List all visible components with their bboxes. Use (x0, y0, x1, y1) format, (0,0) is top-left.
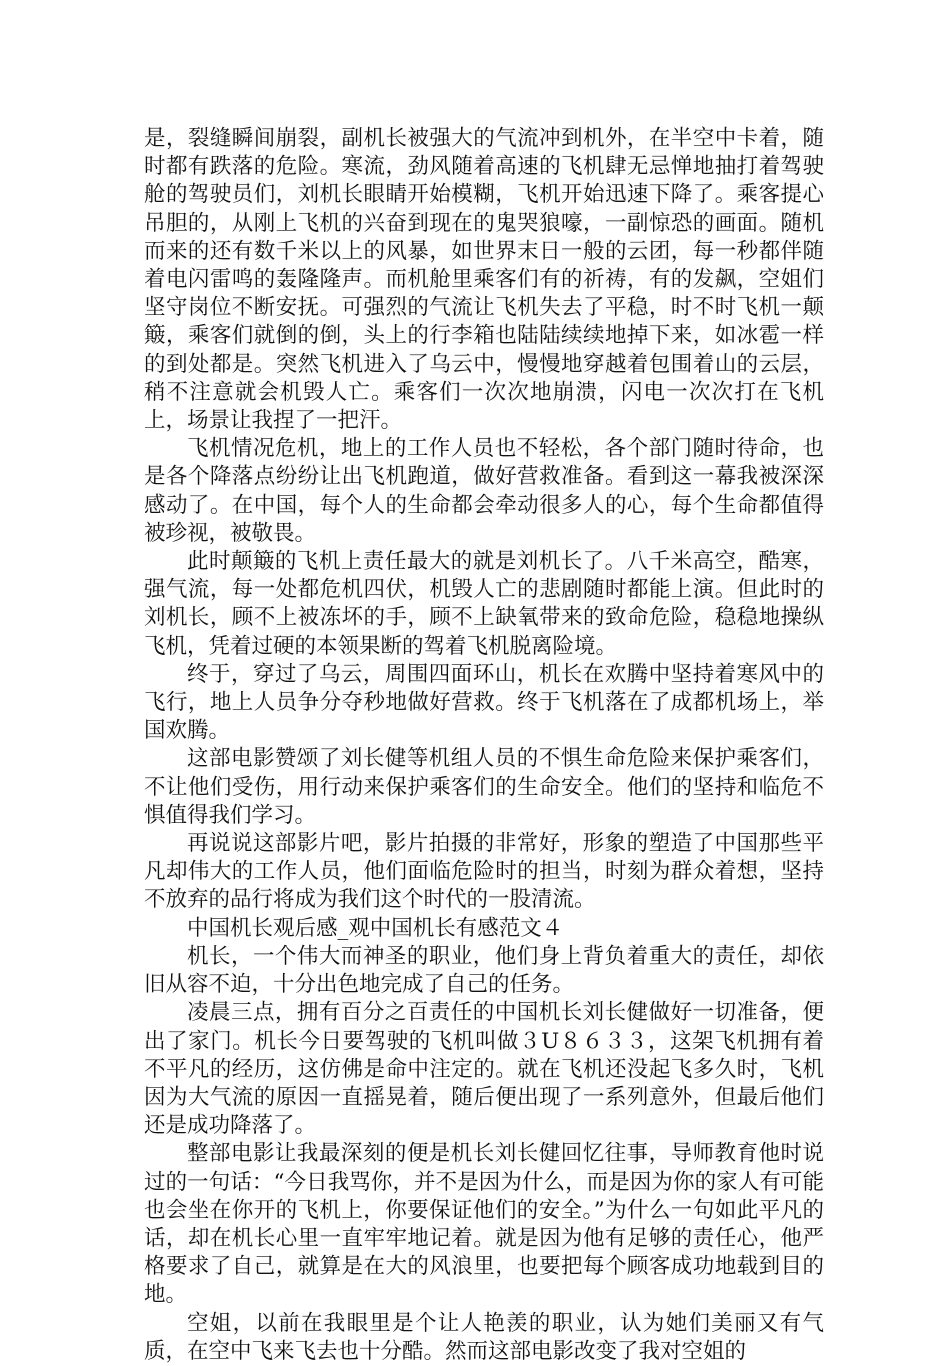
paragraph-early-morning: 凌晨三点，拥有百分之百责任的中国机长刘长健做好一切准备，便出了家门。机长今日要驾驶的飞机叫做３U８６３３，这架飞机拥有着不平凡的经历，这仿佛是命中注定的。就在飞机还没起飞多久时，飞机因为大气流的原因一直摇晃着，随后便出现了一系列意外，但最后他们还是成功降落了。 (144, 1000, 824, 1139)
paragraph-praise: 这部电影赞颂了刘长健等机组人员的不惧生命危险来保护乘客们，不让他们受伤，用行动来保护乘客们的生命安全。他们的坚持和临危不惧值得我们学习。 (144, 746, 824, 828)
paragraph-captain-responsibility: 此时颠簸的飞机上责任最大的就是刘机长了。八千米高空，酷寒，强气流，每一处都危机四伏，机毁人亡的悲剧随时都能上演。但此时的刘机长，顾不上被冻坏的手，顾不上缺氧带来的致命危险，稳稳地操纵飞机，凭着过硬的本领果断的驾着飞机脱离险境。 (144, 549, 824, 659)
article-body (144, 125, 824, 1366)
paragraph-turbulence-scene: 是，裂缝瞬间崩裂，副机长被强大的气流冲到机外，在半空中卡着，随时都有跌落的危险。寒流，劲风随着高速的飞机肆无忌惮地抽打着驾驶舱的驾驶员们，刘机长眼睛开始模糊，飞机开始迅速下降了。乘客提心吊胆的，从刚上飞机的兴奋到现在的鬼哭狼嚎，一副惊恐的画面。随机而来的还有数千米以上的风暴，如世界末日一般的云团，每一秒都伴随着电闪雷鸣的轰隆隆声。而机舱里乘客们有的祈祷，有的发飙，空姐们坚守岗位不断安抚。可强烈的气流让飞机失去了平稳，时不时飞机一颠簸，乘客们就倒的倒，头上的行李箱也陆陆续续地掉下来，如冰雹一样的到处都是。突然飞机进入了乌云中，慢慢地穿越着包围着山的云层，稍不注意就会机毁人亡。乘客们一次次地崩溃，闪电一次次打在飞机上，场景让我捏了一把汗。 (144, 126, 824, 434)
paragraph-captain-career: 机长，一个伟大而神圣的职业，他们身上背负着重大的责任，却依旧从容不迫，十分出色地完成了自己的任务。 (144, 943, 824, 998)
paragraph-film-review: 再说说这部影片吧，影片拍摄的非常好，形象的塑造了中国那些平凡却伟大的工作人员，他们面临危险时的担当，时刻为群众着想，坚持不放弃的品行将成为我们这个时代的一股清流。 (144, 831, 824, 913)
paragraph-landing: 终于，穿过了乌云，周围四面环山，机长在欢腾中坚持着寒风中的飞行，地上人员争分夺秒地做好营救。终于飞机落在了成都机场上，举国欢腾。 (144, 661, 824, 744)
paragraph-flight-attendant: 空姐，以前在我眼里是个让人艳羡的职业，认为她们美丽又有气质，在空中飞来飞去也十分酷。然而这部电影改变了我对空姐的 (144, 1310, 824, 1364)
paragraph-ground-crew: 飞机情况危机，地上的工作人员也不轻松，各个部门随时待命，也是各个降落点纷纷让出飞机跑道，做好营救准备。看到这一幕我被深深感动了。在中国，每个人的生命都会牵动很多人的心，每个生命都值得被珍视，被敬畏。 (144, 436, 824, 546)
section-heading: 中国机长观后感_观中国机长有感范文４ (187, 915, 564, 941)
paragraph-mentor-quote: 整部电影让我最深刻的便是机长刘长健回忆往事，导师教育他时说过的一句话：“今日我骂你，并不是因为什么，而是因为你的家人有可能也会坐在你开的飞机上，你要保证他们的安全。”为什么一句如此平凡的话，却在机长心里一直牢牢地记着。就是因为他有足够的责任心，他严格要求了自己，就算是在大的风浪里，也要把每个顾客成功地载到目的地。 (144, 1141, 824, 1308)
